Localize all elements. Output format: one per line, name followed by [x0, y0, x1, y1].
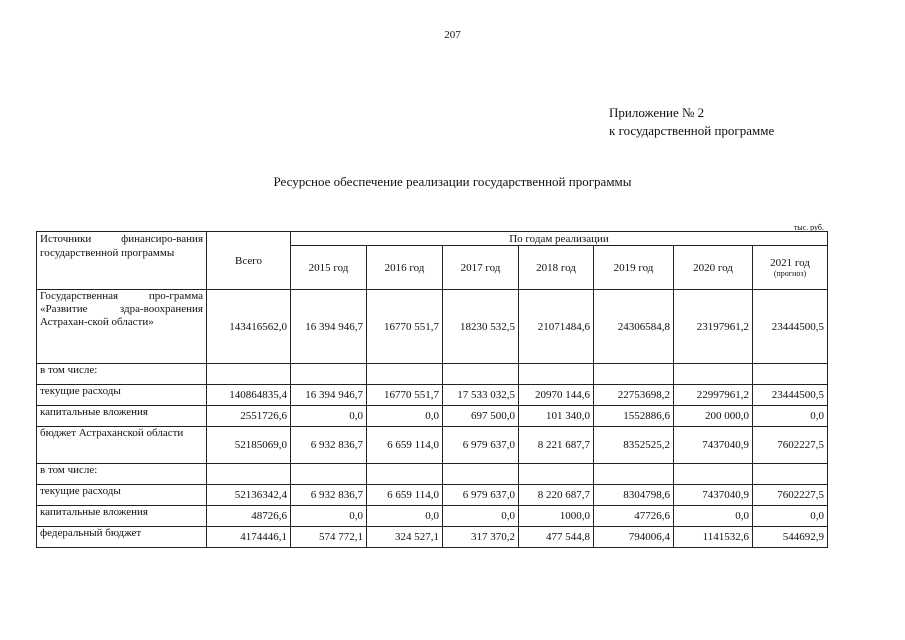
cell-year-value: 200 000,0 — [674, 406, 753, 427]
cell-year-value — [753, 464, 828, 485]
cell-year-value: 477 544,8 — [519, 527, 594, 548]
table-row — [37, 290, 828, 364]
cell-total: 140864835,4 — [207, 385, 291, 406]
row-label: бюджет Астраханской области — [37, 427, 207, 464]
cell-year-value: 7602227,5 — [753, 485, 828, 506]
cell-year-value: 16770 551,7 — [367, 385, 443, 406]
cell-total: 52185069,0 — [207, 427, 291, 464]
cell-year-value: 0,0 — [367, 506, 443, 527]
year-label: 2021 год — [770, 257, 810, 269]
cell-year-value — [594, 464, 674, 485]
cell-year-value — [367, 464, 443, 485]
table-body — [37, 290, 828, 548]
cell-total: 2551726,6 — [207, 406, 291, 427]
appendix-line-2: к государственной программе — [609, 123, 775, 138]
cell-year-value: 0,0 — [674, 506, 753, 527]
cell-year-value: 0,0 — [753, 406, 828, 427]
cell-year-value: 0,0 — [367, 406, 443, 427]
table-row — [37, 485, 828, 506]
cell-year-value — [519, 464, 594, 485]
header-year: 2017 год — [443, 246, 519, 290]
resource-table — [36, 231, 828, 548]
cell-total — [207, 364, 291, 385]
row-label: в том числе: — [37, 464, 207, 485]
cell-total: 52136342,4 — [207, 485, 291, 506]
cell-year-value — [443, 464, 519, 485]
cell-year-value: 6 979 637,0 — [443, 427, 519, 464]
cell-year-value: 7437040,9 — [674, 485, 753, 506]
cell-year-value: 1141532,6 — [674, 527, 753, 548]
cell-year-value: 101 340,0 — [519, 406, 594, 427]
row-label: в том числе: — [37, 364, 207, 385]
cell-year-value: 6 659 114,0 — [367, 485, 443, 506]
cell-year-value: 23444500,5 — [753, 385, 828, 406]
header-year: 2019 год — [594, 246, 674, 290]
cell-year-value: 1552886,6 — [594, 406, 674, 427]
table-row — [37, 464, 828, 485]
cell-year-value: 6 659 114,0 — [367, 427, 443, 464]
document-title: Ресурсное обеспечение реализации государственной программы — [273, 174, 632, 189]
table-row — [37, 506, 828, 527]
header-year: 2016 год — [367, 246, 443, 290]
cell-year-value — [753, 364, 828, 385]
header-year: 2018 год — [519, 246, 594, 290]
cell-year-value: 6 932 836,7 — [291, 485, 367, 506]
cell-year-value: 697 500,0 — [443, 406, 519, 427]
cell-year-value: 6 979 637,0 — [443, 485, 519, 506]
cell-year-value: 8304798,6 — [594, 485, 674, 506]
table-row — [37, 406, 828, 427]
cell-year-value: 8 220 687,7 — [519, 485, 594, 506]
forecast-note: (прогноз) — [773, 269, 807, 278]
cell-year-value: 17 533 032,5 — [443, 385, 519, 406]
cell-total: 143416562,0 — [207, 290, 291, 364]
cell-year-value — [291, 464, 367, 485]
header-year-forecast — [753, 246, 828, 290]
header-year: 2020 год — [674, 246, 753, 290]
cell-year-value: 18230 532,5 — [443, 290, 519, 364]
cell-total — [207, 464, 291, 485]
cell-year-value: 0,0 — [443, 506, 519, 527]
cell-year-value — [443, 364, 519, 385]
cell-year-value: 6 932 836,7 — [291, 427, 367, 464]
appendix-reference — [609, 104, 774, 140]
cell-year-value: 544692,9 — [753, 527, 828, 548]
table-row — [37, 527, 828, 548]
appendix-line-1: Приложение № 2 — [609, 105, 705, 120]
cell-year-value: 16 394 946,7 — [291, 385, 367, 406]
cell-total: 48726,6 — [207, 506, 291, 527]
cell-year-value — [367, 364, 443, 385]
cell-year-value: 24306584,8 — [594, 290, 674, 364]
cell-year-value: 1000,0 — [519, 506, 594, 527]
cell-year-value: 23444500,5 — [753, 290, 828, 364]
cell-year-value: 8 221 687,7 — [519, 427, 594, 464]
cell-year-value — [594, 364, 674, 385]
cell-year-value: 16 394 946,7 — [291, 290, 367, 364]
cell-year-value: 317 370,2 — [443, 527, 519, 548]
row-label: текущие расходы — [37, 485, 207, 506]
cell-year-value — [291, 364, 367, 385]
row-label: капитальные вложения — [37, 406, 207, 427]
header-source: Источники финансиро-вания государственной программы — [37, 232, 207, 290]
cell-year-value: 23197961,2 — [674, 290, 753, 364]
cell-total: 4174446,1 — [207, 527, 291, 548]
cell-year-value: 0,0 — [753, 506, 828, 527]
cell-year-value: 16770 551,7 — [367, 290, 443, 364]
cell-year-value: 0,0 — [291, 406, 367, 427]
header-period: По годам реализации — [291, 232, 828, 246]
cell-year-value: 21071484,6 — [519, 290, 594, 364]
header-total: Всего — [207, 232, 291, 290]
page-number: 207 — [444, 29, 461, 41]
row-label: федеральный бюджет — [37, 527, 207, 548]
table-row — [37, 427, 828, 464]
row-label: капитальные вложения — [37, 506, 207, 527]
cell-year-value: 22753698,2 — [594, 385, 674, 406]
cell-year-value: 8352525,2 — [594, 427, 674, 464]
cell-year-value: 0,0 — [291, 506, 367, 527]
cell-year-value: 794006,4 — [594, 527, 674, 548]
row-label: Государственная про-грамма «Развитие здра-воохранения Астрахан-ской области» — [37, 290, 207, 364]
cell-year-value: 22997961,2 — [674, 385, 753, 406]
cell-year-value: 574 772,1 — [291, 527, 367, 548]
cell-year-value — [519, 364, 594, 385]
cell-year-value: 324 527,1 — [367, 527, 443, 548]
table-row — [37, 364, 828, 385]
cell-year-value — [674, 464, 753, 485]
header-year: 2015 год — [291, 246, 367, 290]
cell-year-value: 47726,6 — [594, 506, 674, 527]
cell-year-value: 7602227,5 — [753, 427, 828, 464]
cell-year-value — [674, 364, 753, 385]
cell-year-value: 7437040,9 — [674, 427, 753, 464]
units-label: тыс. руб. — [793, 223, 824, 232]
cell-year-value: 20970 144,6 — [519, 385, 594, 406]
table-row — [37, 385, 828, 406]
row-label: текущие расходы — [37, 385, 207, 406]
